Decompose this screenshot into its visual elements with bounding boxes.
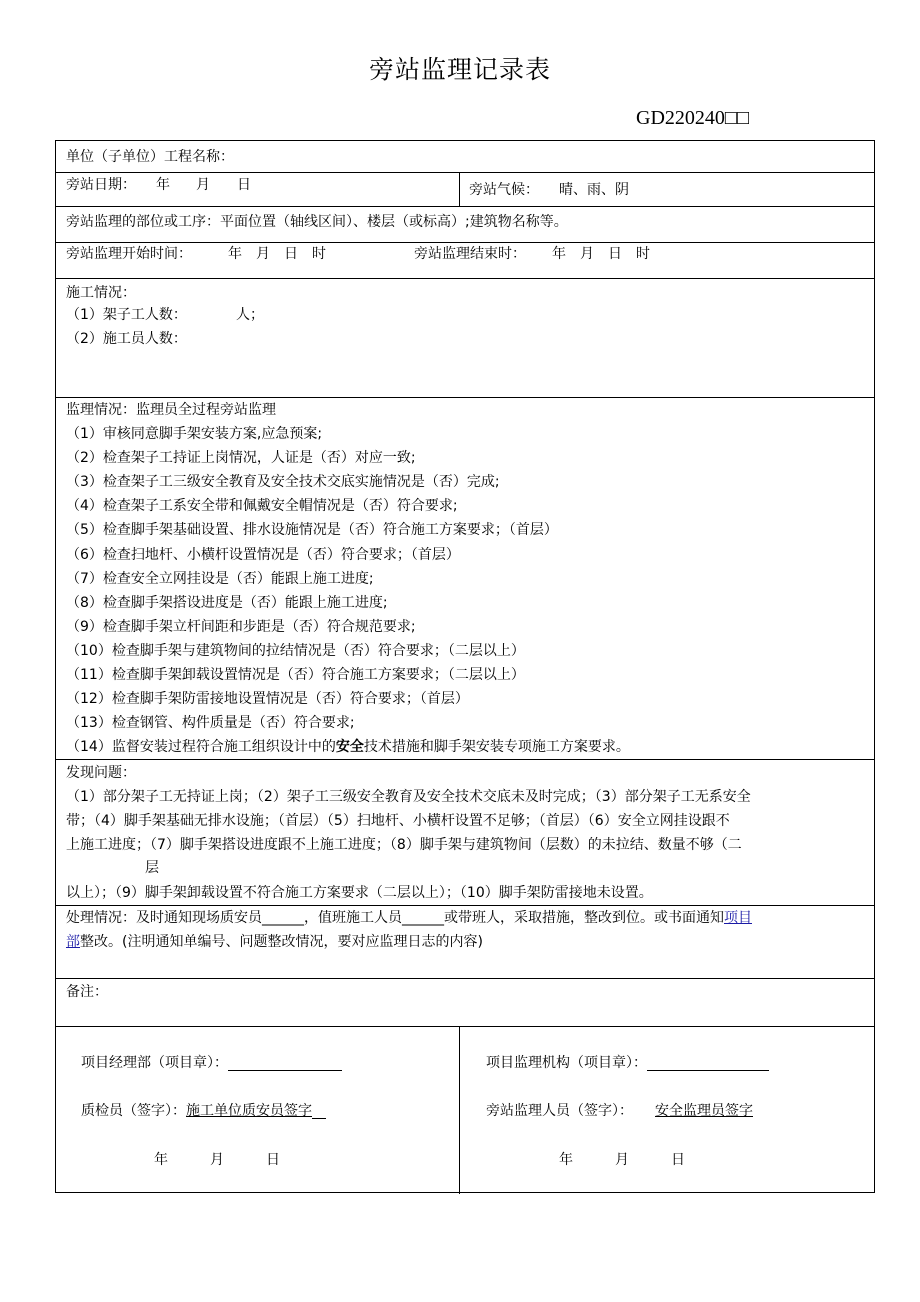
- date-year: 年: [156, 177, 170, 193]
- row-divider: [56, 278, 874, 279]
- remarks-label: 备注：: [66, 984, 108, 1000]
- supervision-item: （1）审核同意脚手架安装方案,应急预案;: [66, 426, 323, 442]
- supervision-item: （2）检查架子工持证上岗情况，人证是（否）对应一致;: [66, 450, 416, 467]
- location-text: 旁站监理的部位或工序：平面位置（轴线区间）、楼层（或标高）;建筑物名称等。: [66, 214, 568, 230]
- row-divider: [56, 242, 874, 243]
- row-divider: [56, 978, 874, 979]
- date-day: 日: [237, 177, 251, 193]
- supervision-item: （7）检查安全立网挂设是（否）能跟上施工进度;: [66, 570, 374, 587]
- construction-staff-label: （2）施工员人数：: [66, 331, 187, 347]
- supervisor-signature: 旁站监理人员（签字）： 安全监理员签字: [486, 1103, 753, 1119]
- page-title: 旁站监理记录表: [368, 55, 551, 84]
- supervision-org: 项目监理机构（项目章）：: [486, 1055, 769, 1071]
- supervision-item: （9）检查脚手架立杆间距和步距是（否）符合规范要求;: [66, 618, 416, 635]
- stamp-field[interactable]: [228, 1070, 342, 1071]
- supervision-item: （13）检查钢管、构件质量是（否）符合要求;: [66, 715, 355, 732]
- supervision-item: （5）检查脚手架基础设置、排水设施情况是（否）符合施工方案要求；（首层）: [66, 522, 558, 539]
- row-divider: [56, 172, 874, 173]
- row-divider: [56, 759, 874, 760]
- row-divider: [56, 1026, 874, 1027]
- row-divider: [56, 905, 874, 906]
- weather-label: 旁站气候：: [469, 182, 539, 198]
- supervisor-signature-value: 安全监理员签字: [655, 1103, 753, 1119]
- project-manager-dept: 项目经理部（项目章）：: [81, 1055, 342, 1071]
- start-time-label: 旁站监理开始时间：: [66, 246, 192, 262]
- supervision-item: （10）检查脚手架与建筑物间的拉结情况是（否）符合要求；（二层以上）: [66, 642, 525, 659]
- supervision-item: （6）检查扫地杆、小横杆设置情况是（否）符合要求；（首层）: [66, 546, 460, 563]
- supervision-item-14: （14）监督安装过程符合施工组织设计中的安全技术措施和脚手架安装专项施工方案要求。: [66, 739, 630, 755]
- problems-heading: 发现问题：: [66, 765, 136, 781]
- row-divider: [56, 206, 874, 207]
- handling-line-1: 处理情况：及时通知现场质安员______，值班施工人员______或带班人，采取措施，整改到位。或书面通知项目: [66, 910, 752, 926]
- problem-line: 层: [145, 860, 159, 876]
- supervision-item: （12）检查脚手架防雷接地设置情况是（否）符合要求；（首层）: [66, 691, 469, 708]
- supervision-item: （4）检查架子工系安全带和佩戴安全帽情况是（否）符合要求;: [66, 498, 458, 515]
- right-sign-date: 年 月 日: [559, 1152, 685, 1168]
- supervision-item: （3）检查架子工三级安全教育及安全技术交底实施情况是（否）完成;: [66, 474, 500, 491]
- scaffold-workers-label: （1）架子工人数：: [66, 307, 187, 323]
- cell-divider: [459, 1026, 460, 1194]
- date-month: 月: [196, 177, 210, 193]
- project-name-label: 单位（子单位）工程名称：: [66, 149, 234, 165]
- problem-line: 上施工进度；（7）脚手架搭设进度跟不上施工进度；（8）脚手架与建筑物间（层数）的未拉结、数量不够（二: [66, 837, 742, 853]
- supervision-heading: 监理情况：监理员全过程旁站监理: [66, 402, 276, 418]
- end-time-label: 旁站监理结束时：: [414, 246, 526, 262]
- problem-line: （1）部分架子工无持证上岗；（2）架子工三级安全教育及安全技术交底未及时完成；（3）部分架子工无系安全: [66, 789, 751, 805]
- weather-options: 晴、雨、阴: [559, 182, 629, 198]
- scaffold-workers-unit: 人；: [236, 307, 264, 323]
- handling-line-2: 部整改。(注明通知单编号、问题整改情况，要对应监理日志的内容): [66, 934, 483, 950]
- inspector-signature: 质检员（签字）：施工单位质安员签字: [81, 1103, 326, 1119]
- record-form: [55, 140, 875, 1193]
- stamp-field[interactable]: [647, 1070, 769, 1071]
- left-sign-date: 年 月 日: [154, 1152, 280, 1168]
- start-time-units: 年 月 日 时: [228, 246, 326, 262]
- inspector-signature-value: 施工单位质安员签字: [186, 1103, 312, 1119]
- form-code: GD220240□□: [636, 107, 750, 129]
- supervision-item: （8）检查脚手架搭设进度是（否）能跟上施工进度;: [66, 594, 388, 611]
- signature-field[interactable]: [312, 1118, 326, 1119]
- construction-heading: 施工情况：: [66, 285, 136, 301]
- cell-divider: [459, 172, 460, 206]
- project-dept-link[interactable]: 部: [66, 934, 80, 950]
- project-dept-link[interactable]: 项目: [724, 910, 752, 926]
- supervision-item: （11）检查脚手架卸载设置情况是（否）符合施工方案要求；（二层以上）: [66, 667, 525, 683]
- problem-line: 带；（4）脚手架基础无排水设施；（首层）（5）扫地杆、小横杆设置不足够；（首层）（6）安全立网挂设跟不: [66, 813, 730, 829]
- problem-line: 以上）；（9）脚手架卸载设置不符合施工方案要求（二层以上）；（10）脚手架防雷接地未设置。: [66, 885, 653, 901]
- date-label: 旁站日期：: [66, 177, 136, 193]
- row-divider: [56, 397, 874, 398]
- end-time-units: 年 月 日 时: [552, 246, 650, 262]
